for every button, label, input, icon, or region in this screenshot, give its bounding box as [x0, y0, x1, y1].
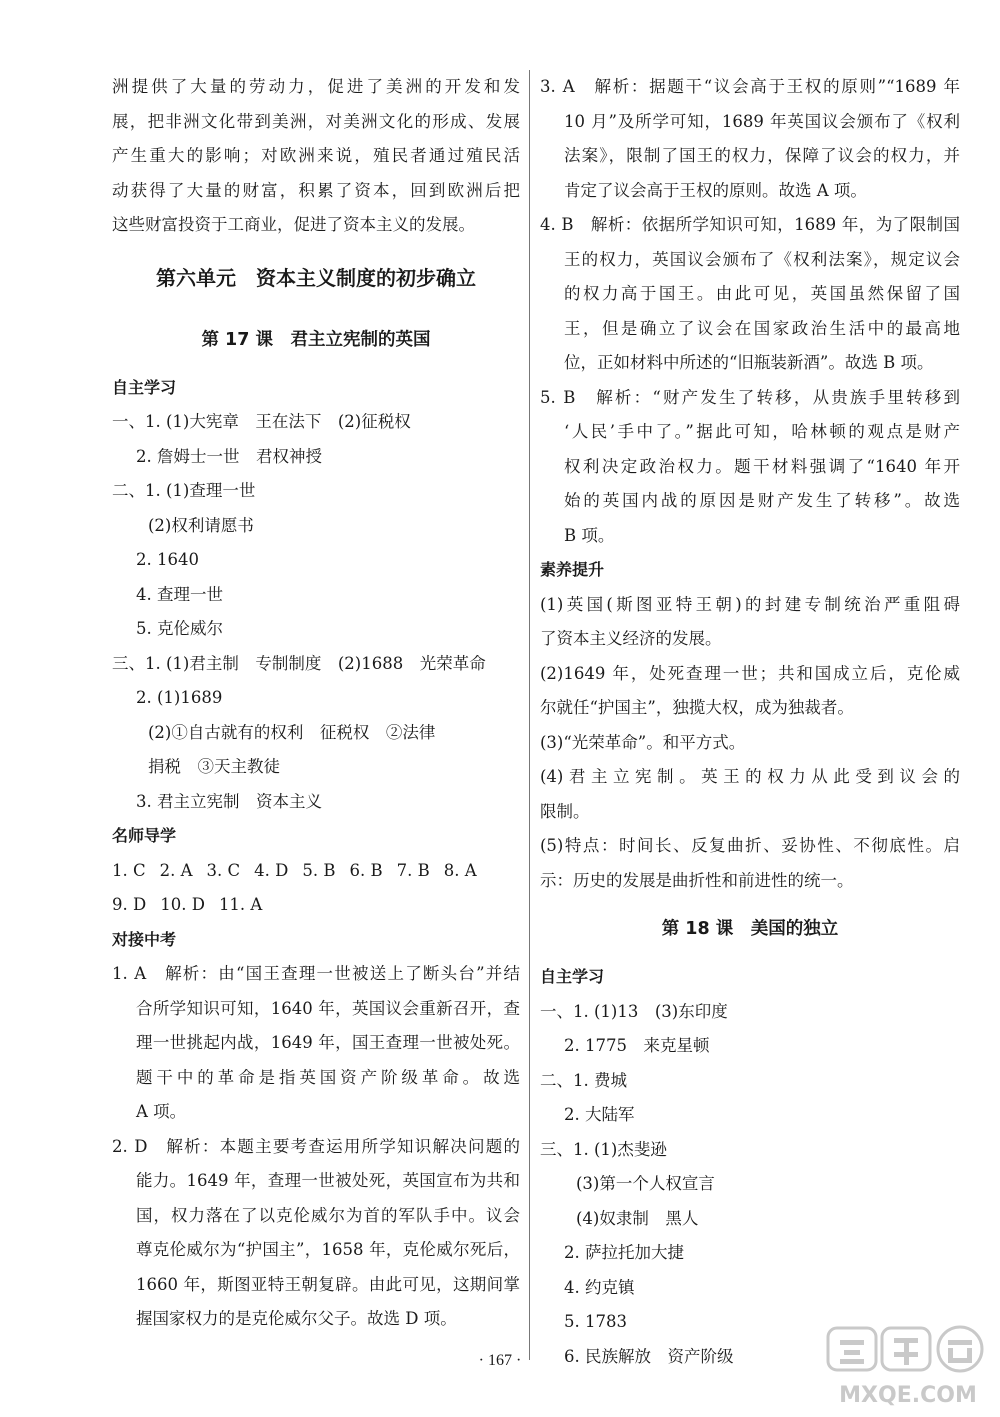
explanation-line: 理一世挑起内战，1649 年，国王查理一世被处死。	[136, 1033, 520, 1052]
explanation-line: A 项。	[136, 1102, 187, 1121]
answer-line: (3)第一个人权宣言	[576, 1174, 715, 1193]
answer-line: 2. 萨拉托加大捷	[564, 1243, 684, 1262]
explanation-line: 1660 年，斯图亚特王朝复辟。由此可见，这期间掌	[136, 1274, 520, 1294]
explanation-line: 1. A 解析：由“国王查理一世被送上了断头台”并结	[112, 964, 520, 983]
text-line: 示：历史的发展是曲折性和前进性的统一。	[540, 870, 854, 890]
explanation-line: 题干中的革命是指英国资产阶级革命。故选	[136, 1067, 520, 1087]
text-line: 展，把非洲文化带到美洲，对美洲文化的形成、发展	[112, 111, 520, 131]
answer-line: 三、1. (1)杰斐逊	[540, 1139, 667, 1159]
explanation-line: 能力。1649 年，查理一世被处死，英国宣布为共和	[136, 1171, 520, 1190]
answer-line: 6. 民族解放 资产阶级	[564, 1346, 734, 1366]
section-duijie-zhongkao: 对接中考	[112, 929, 177, 949]
choice-answer: 6. B	[349, 860, 383, 880]
answer-line: 二、1. 费城	[540, 1070, 627, 1090]
text-line: (4)君主立宪制。英王的权力从此受到议会的	[540, 767, 960, 786]
text-line: 了资本主义经济的发展。	[540, 629, 722, 648]
section-zizhu-xuexi-18: 自主学习	[540, 967, 605, 986]
answer-line: 2. 詹姆士一世 君权神授	[136, 446, 322, 466]
choice-answer: 4. D	[254, 860, 289, 880]
explanation-line: 10 月”及所学可知，1689 年英国议会颁布了《权利	[564, 111, 960, 131]
choice-answer: 3. C	[206, 860, 241, 880]
choice-answer: 9. D	[112, 895, 147, 914]
text-line: (5)特点：时间长、反复曲折、妥协性、不彻底性。启	[540, 836, 960, 855]
text-line: 限制。	[540, 801, 590, 821]
unit-title: 第六单元 资本主义制度的初步确立	[156, 265, 476, 290]
explanation-line: 法案》，限制了国王的权力，保障了议会的权力，并	[564, 146, 960, 165]
explanation-line: 始的英国内战的原因是财产发生了转移”。故选	[564, 491, 960, 510]
text-line: 这些财富投资于工商业，促进了资本主义的发展。	[112, 215, 475, 234]
choice-answer: 11. A	[218, 895, 263, 914]
lesson-18-title: 第 18 课 美国的独立	[661, 919, 839, 939]
explanation-line: ‘人民’手中了。”据此可知，哈林顿的观点是财产	[564, 422, 960, 441]
answer-line: 一、1. (1)13 (3)东印度	[540, 1001, 728, 1021]
text-line: (1)英国(斯图亚特王朝)的封建专制统治严重阻碍	[540, 594, 960, 614]
column-divider	[529, 70, 530, 1360]
explanation-line: 握国家权力的是克伦威尔父子。故选 D 项。	[136, 1309, 457, 1328]
text-line: 动获得了大量的财富，积累了资本，回到欧洲后把	[112, 180, 520, 200]
watermark-url: MXQE.COM	[839, 1383, 977, 1408]
explanation-line: 5. B 解析：“财产发生了转移，从贵族手里转移到	[540, 387, 960, 407]
section-suyang-tisheng: 素养提升	[540, 560, 605, 579]
text-line: 产生重大的影响；对欧洲来说，殖民者通过殖民活	[112, 146, 520, 165]
choice-answer: 5. B	[302, 860, 336, 880]
choice-answer: 1. C	[112, 860, 146, 880]
left-column	[112, 70, 520, 1337]
explanation-line: 国，权力落在了以克伦威尔为首的军队手中。议会	[136, 1205, 520, 1225]
answer-line: (4)奴隶制 黑人	[576, 1208, 699, 1228]
explanation-line: 合所学知识可知，1640 年，英国议会重新召开，查	[136, 998, 520, 1018]
answer-line: 4. 查理一世	[136, 584, 223, 604]
explanation-line: 的权力高于国王。由此可见，英国虽然保留了国	[564, 284, 960, 303]
text-line: (3)“光荣革命”。和平方式。	[540, 732, 746, 752]
answer-line: 5. 1783	[564, 1312, 627, 1331]
text-line: 洲提供了大量的劳动力，促进了美洲的开发和发	[112, 77, 520, 96]
answer-line: 一、1. (1)大宪章 王在法下 (2)征税权	[112, 412, 411, 431]
answer-line: (2)①自古就有的权利 征税权 ②法律	[148, 722, 436, 742]
watermark-logo	[822, 1322, 997, 1412]
answer-line: 4. 约克镇	[564, 1277, 635, 1297]
explanation-line: 3. A 解析：据题干“议会高于王权的原则”“1689 年	[540, 77, 960, 96]
right-column	[540, 70, 960, 1374]
answer-line: 2. (1)1689	[136, 688, 223, 707]
answer-line: 二、1. (1)查理一世	[112, 481, 256, 500]
answer-line: 捐税 ③天主教徒	[148, 757, 280, 776]
answer-line: 5. 克伦威尔	[136, 619, 223, 638]
choice-answers-row	[112, 888, 520, 923]
explanation-line: 尊克伦威尔为“护国主”，1658 年，克伦威尔死后，	[136, 1240, 520, 1259]
choice-answer: 8. A	[443, 860, 477, 880]
choice-answer: 10. D	[160, 895, 205, 914]
answer-line: 2. 1775 来克星顿	[564, 1036, 710, 1055]
lesson-17-title: 第 17 课 君主立宪制的英国	[201, 329, 431, 350]
answer-line: 三、1. (1)君主制 专制制度 (2)1688 光荣革命	[112, 653, 486, 673]
explanation-line: 4. B 解析：依据所学知识可知，1689 年，为了限制国	[540, 215, 960, 234]
explanation-line: 王，但是确立了议会在国家政治生活中的最高地	[564, 318, 960, 338]
page-number: · 167 ·	[478, 1352, 522, 1369]
answer-line: 3. 君主立宪制 资本主义	[136, 791, 322, 811]
answer-line: (2)权利请愿书	[148, 515, 254, 535]
choice-answer: 2. A	[159, 860, 193, 880]
text-line: (2)1649 年，处死查理一世；共和国成立后，克伦威	[540, 663, 960, 683]
explanation-line: 位，正如材料中所述的“旧瓶装新酒”。故选 B 项。	[564, 353, 934, 372]
explanation-line: B 项。	[564, 525, 615, 545]
explanation-line: 肯定了议会高于王权的原则。故选 A 项。	[564, 180, 867, 200]
choice-answer: 7. B	[396, 860, 430, 880]
answer-line: 2. 大陆军	[564, 1105, 635, 1124]
text-line: 尔就任“护国主”，独揽大权，成为独裁者。	[540, 698, 854, 717]
section-mingshi-daoxue: 名师导学	[112, 826, 177, 845]
explanation-line: 2. D 解析：本题主要考查运用所学知识解决问题的	[112, 1136, 520, 1156]
answer-line: 2. 1640	[136, 550, 199, 569]
explanation-line: 权利决定政治权力。题干材料强调了“1640 年开	[564, 456, 960, 476]
choice-answers-row	[112, 854, 520, 889]
explanation-line: 王的权力，英国议会颁布了《权利法案》，规定议会	[564, 249, 960, 269]
section-zizhu-xuexi: 自主学习	[112, 377, 177, 397]
